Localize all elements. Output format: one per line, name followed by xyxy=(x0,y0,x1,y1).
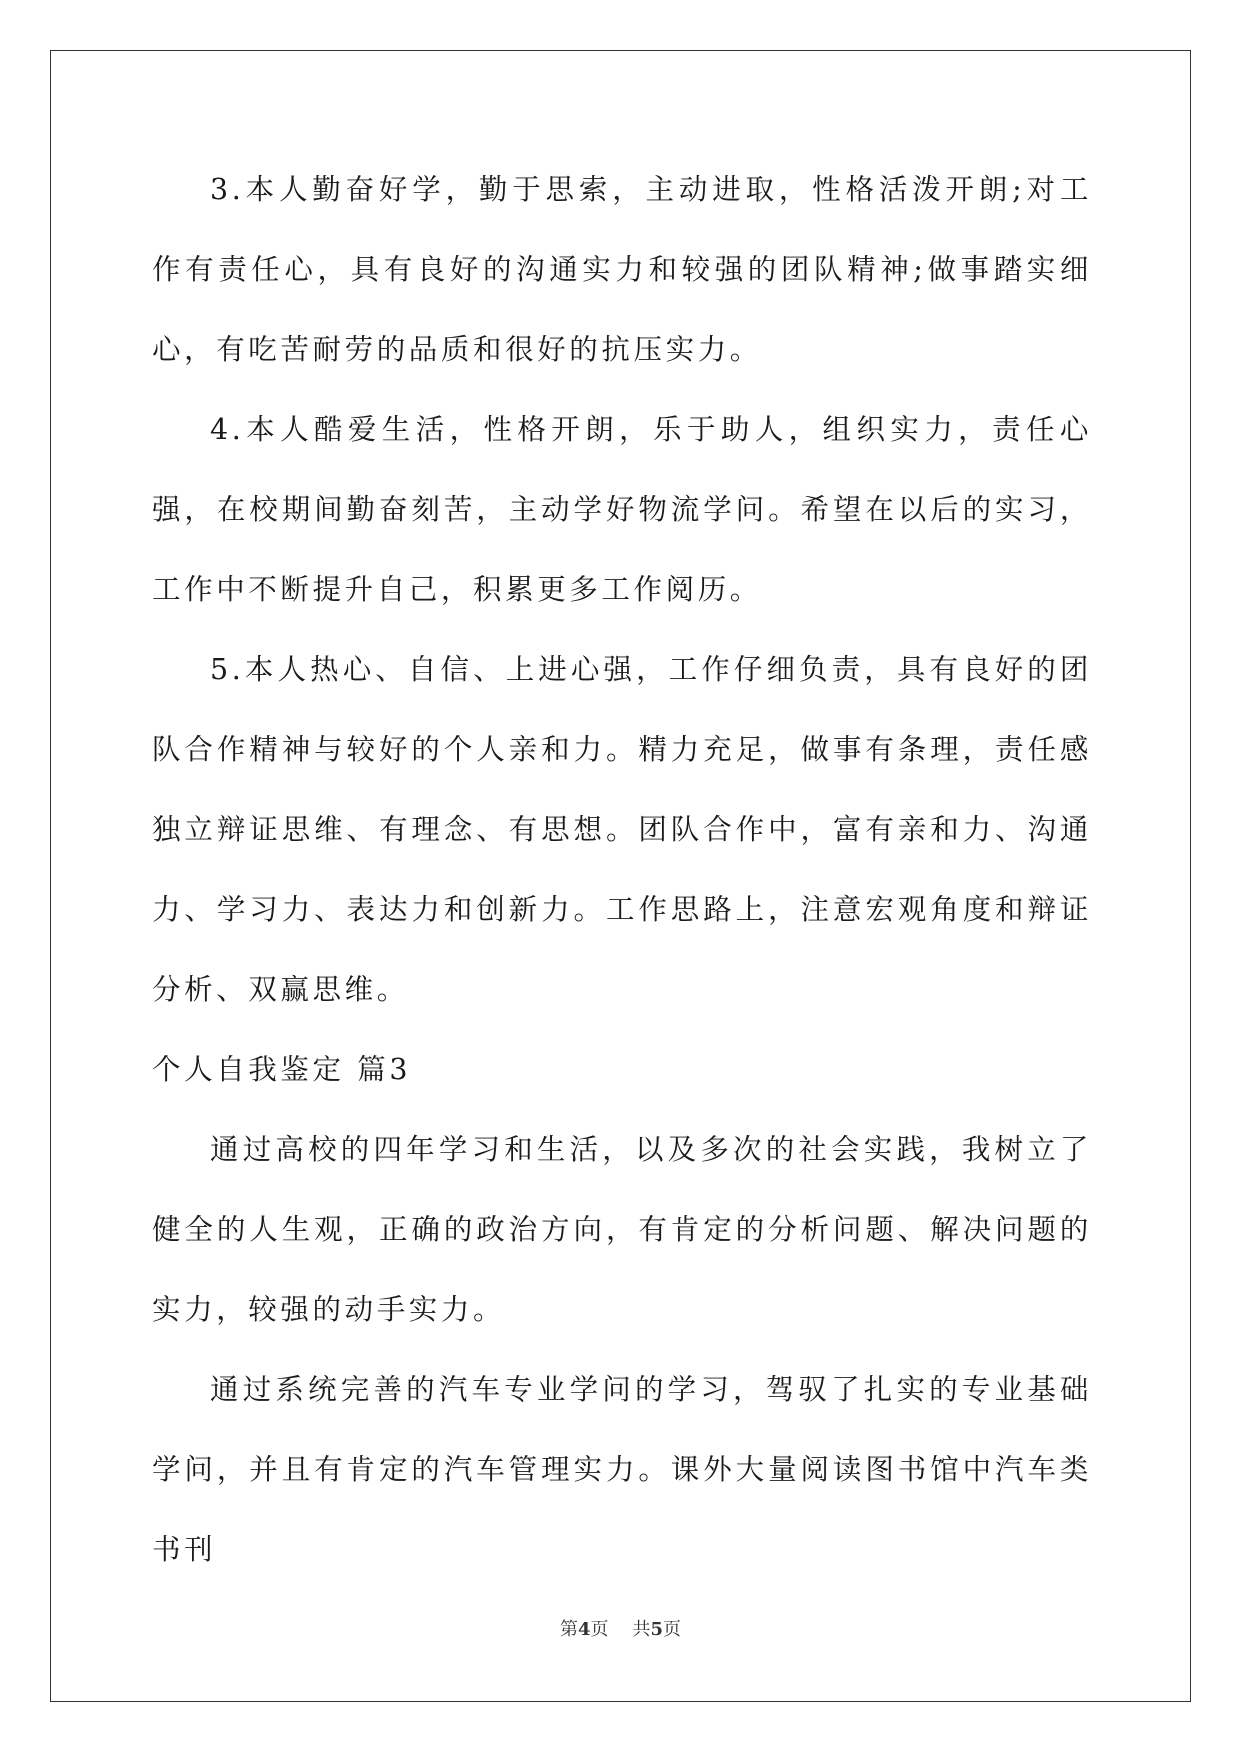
footer-page-suffix: 页 xyxy=(590,1619,609,1640)
total-pages-number: 5 xyxy=(650,1619,664,1640)
footer-prefix: 第 xyxy=(559,1619,578,1640)
footer-total-suffix: 页 xyxy=(663,1619,682,1640)
paragraph-item-4: 4.本人酷爱生活，性格开朗，乐于助人，组织实力，责任心强，在校期间勤奋刻苦，主动学好物流学问。希望在以后的实习，工作中不断提升自己，积累更多工作阅历。 xyxy=(152,413,1092,606)
document-body xyxy=(152,150,1092,1590)
current-page-number: 4 xyxy=(577,1619,591,1640)
page-footer xyxy=(0,1615,1241,1641)
paragraph-auto-knowledge: 通过系统完善的汽车专业学问的学习，驾驭了扎实的专业基础学问，并且有肯定的汽车管理实力。课外大量阅读图书馆中汽车类书刊 xyxy=(152,1373,1092,1566)
footer-total-prefix: 共 xyxy=(632,1619,651,1640)
paragraph-item-5: 5.本人热心、自信、上进心强，工作仔细负责，具有良好的团队合作精神与较好的个人亲和力。精力充足，做事有条理，责任感独立辩证思维、有理念、有思想。团队合作中，富有亲和力、沟通力、学习力、表达力和创新力。工作思路上，注意宏观角度和辩证分析、双赢思维。 xyxy=(152,653,1092,1006)
paragraph-item-3: 3.本人勤奋好学，勤于思索，主动进取，性格活泼开朗;对工作有责任心，具有良好的沟通实力和较强的团队精神;做事踏实细心，有吃苦耐劳的品质和很好的抗压实力。 xyxy=(152,173,1092,366)
section-heading: 个人自我鉴定 篇3 xyxy=(152,1053,412,1086)
paragraph-study-life: 通过高校的四年学习和生活，以及多次的社会实践，我树立了健全的人生观，正确的政治方向，有肯定的分析问题、解决问题的实力，较强的动手实力。 xyxy=(152,1133,1092,1326)
